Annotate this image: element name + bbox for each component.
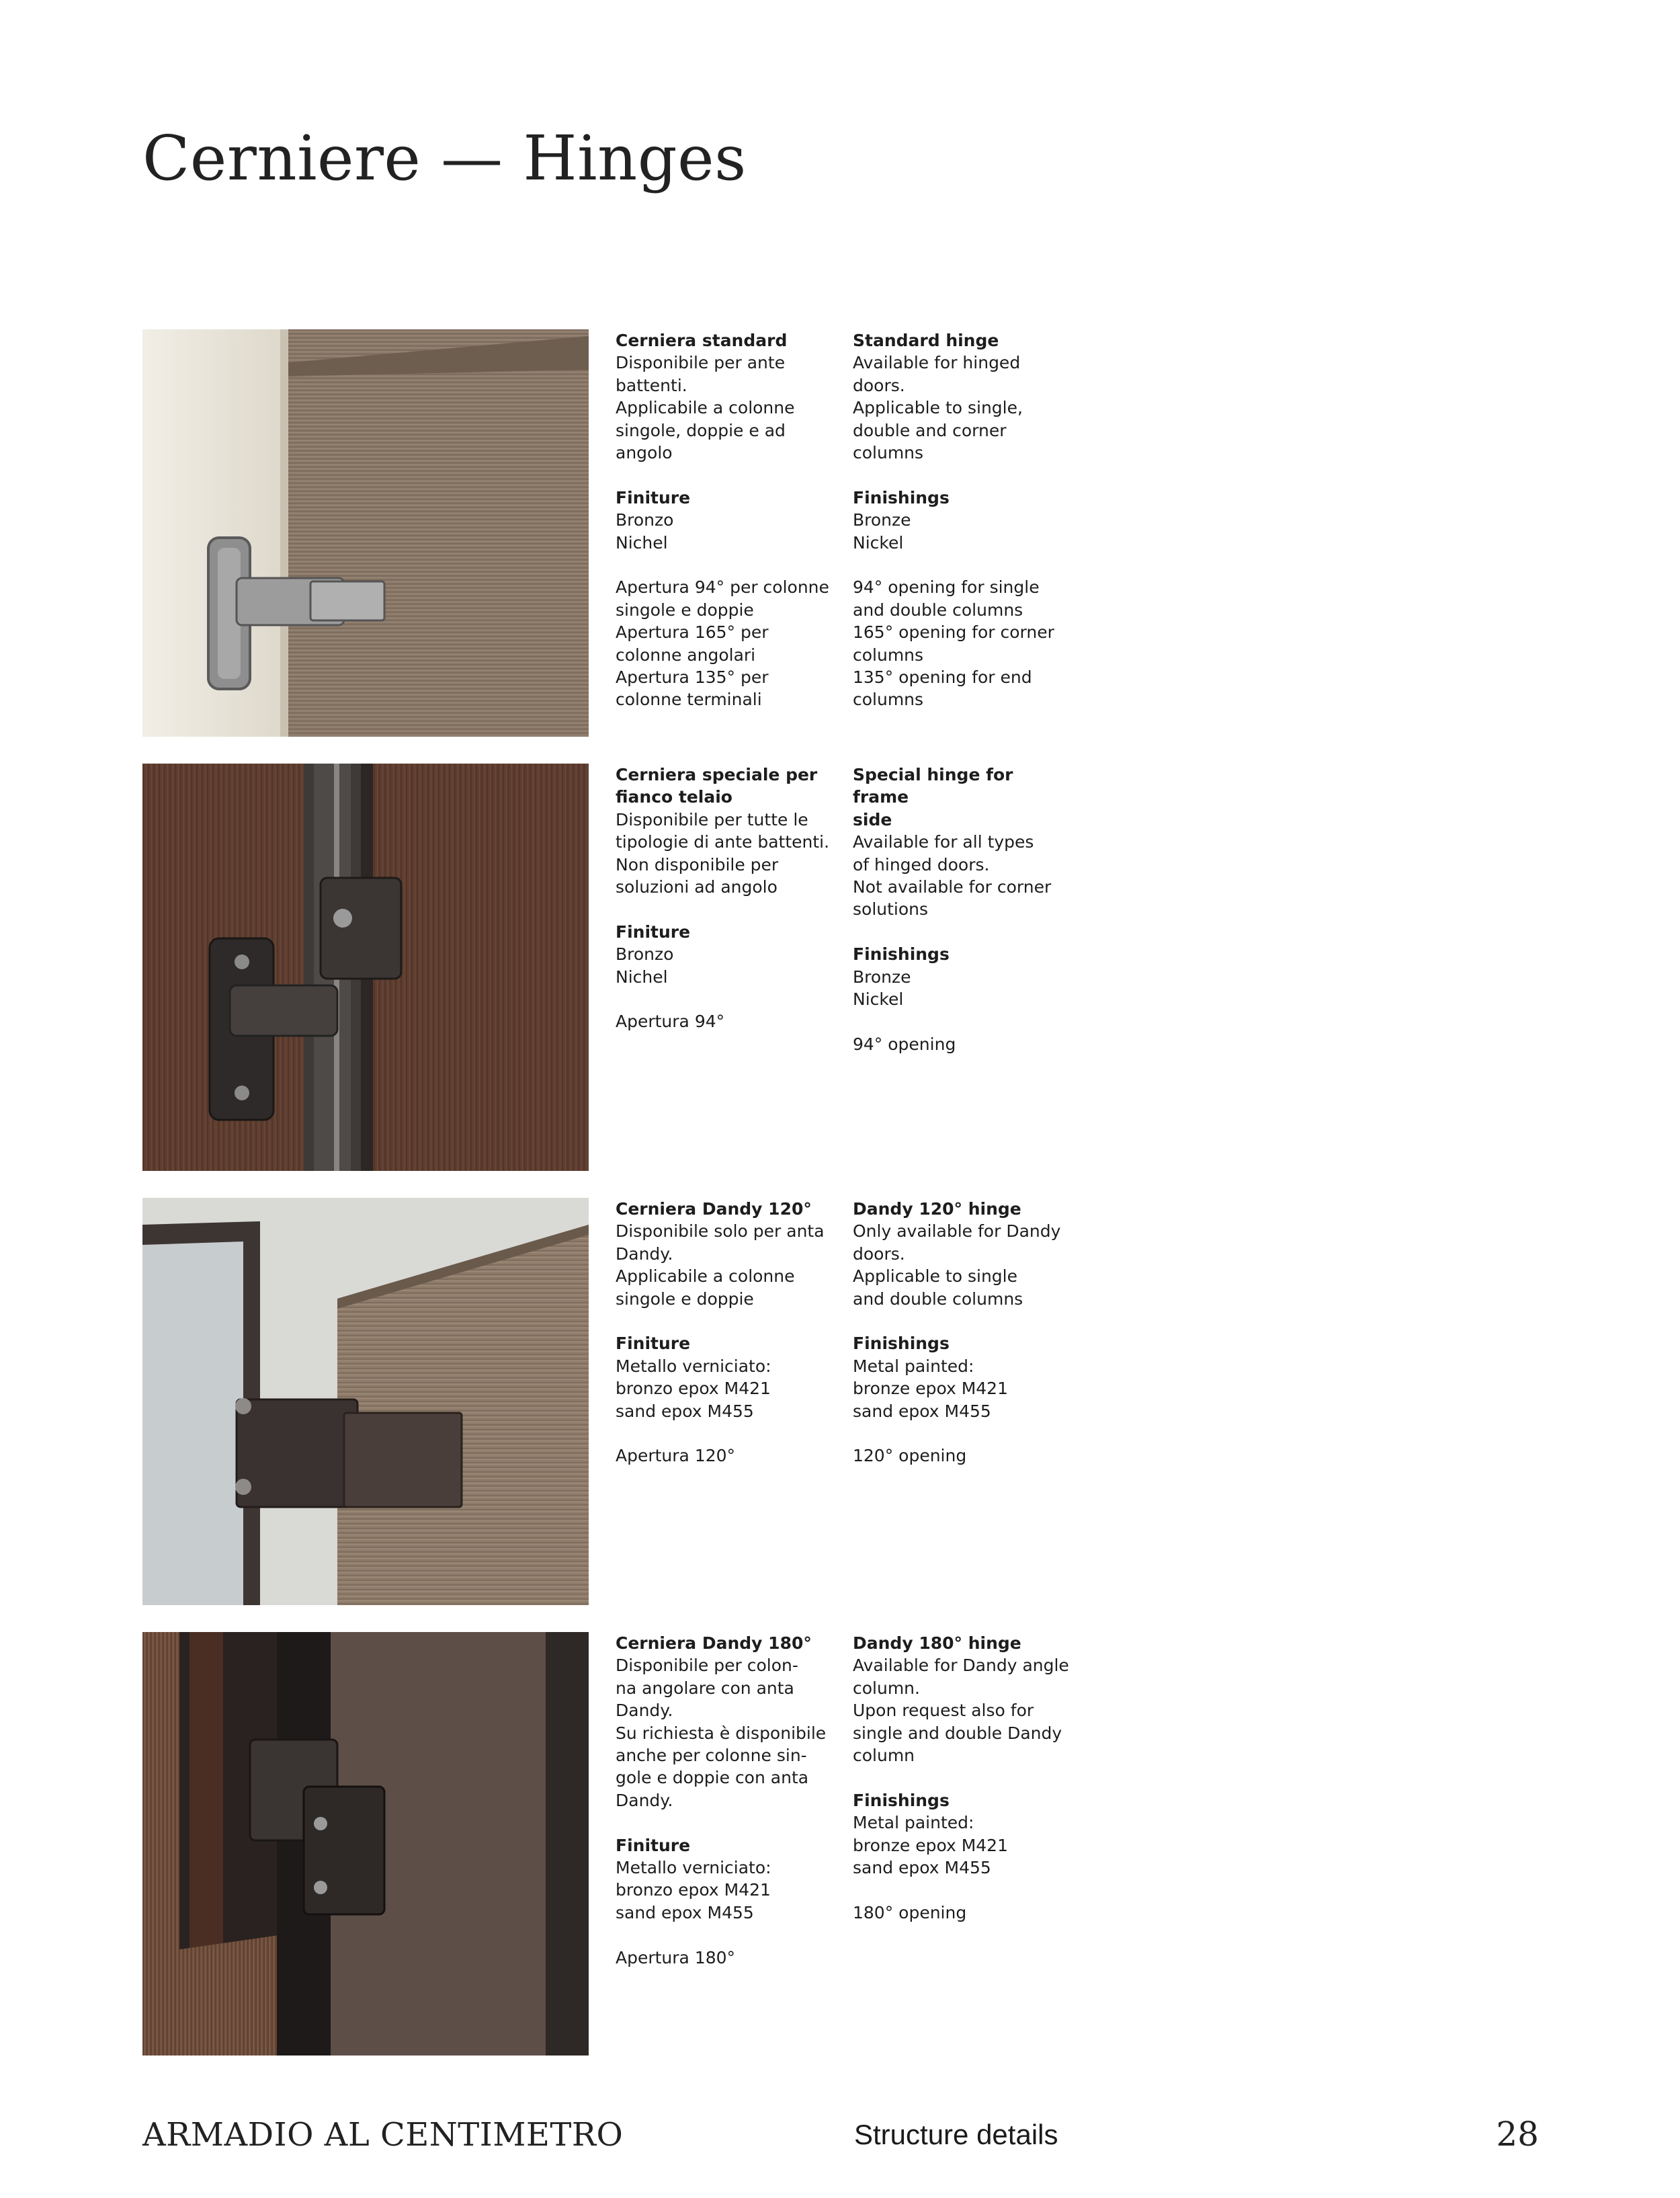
hinge-heading: side <box>853 809 892 829</box>
description-line: solutions <box>853 899 929 920</box>
hinge-heading: Cerniera Dandy 120° <box>616 1199 812 1219</box>
hinge-heading: Cerniera Dandy 180° <box>616 1633 812 1653</box>
description-line: column <box>853 1746 915 1766</box>
finish-item: Nichel <box>616 532 668 553</box>
finish-item: Bronzo <box>616 510 674 530</box>
hinge-heading: Dandy 120° hinge <box>853 1199 1021 1219</box>
description-line: Upon request also for <box>853 1701 1034 1721</box>
description-line: anche per colonne sin- <box>616 1746 807 1766</box>
description-line: Not available for corner <box>853 877 1052 897</box>
finish-item: sand epox M455 <box>853 1401 991 1421</box>
opening-line: 180° opening <box>853 1902 967 1922</box>
standard-hinge-text-en <box>853 329 1075 733</box>
finish-item: bronzo epox M421 <box>616 1379 771 1399</box>
opening-line: columns <box>853 690 924 710</box>
description-line: Non disponibile per <box>616 854 779 874</box>
description-line: doors. <box>853 375 905 395</box>
hinge-heading: Dandy 180° hinge <box>853 1633 1021 1653</box>
description-line: Available for all types <box>853 832 1034 852</box>
opening-line: 135° opening for end <box>853 667 1032 688</box>
description-line: Disponibile solo per anta <box>616 1221 825 1242</box>
opening-line: Apertura 135° per <box>616 667 769 688</box>
finish-item: Bronze <box>853 510 911 530</box>
hinge-heading: Cerniera standard <box>616 331 788 350</box>
dandy-120-hinge-photo <box>142 1198 589 1605</box>
finish-item: Metallo verniciato: <box>616 1356 771 1376</box>
finish-item: Nickel <box>853 989 904 1010</box>
dandy-120-hinge-text-en <box>853 1198 1075 1490</box>
description-line: Disponibile per tutte le <box>616 809 808 829</box>
description-line: tipologie di ante battenti. <box>616 832 830 852</box>
description-line: single and double Dandy <box>853 1723 1062 1743</box>
description-line: singole, doppie e ad <box>616 420 786 440</box>
description-line: column. <box>853 1678 920 1698</box>
description-line: Dandy. <box>616 1244 673 1264</box>
finishes-label: Finishings <box>853 1334 950 1354</box>
description-line: Su richiesta è disponibile <box>616 1723 827 1743</box>
opening-line: columns <box>853 645 924 665</box>
description-line: and double columns <box>853 1289 1023 1309</box>
opening-line: 94° opening <box>853 1034 956 1054</box>
finishes-label: Finishings <box>853 487 950 507</box>
hinge-section-dandy-120 <box>142 1198 1540 1605</box>
opening-line: singole e doppie <box>616 600 754 620</box>
hinge-heading: fianco telaio <box>616 787 732 807</box>
finishes-label: Finiture <box>616 922 691 942</box>
description-line: columns <box>853 443 924 463</box>
finishes-label: Finiture <box>616 487 691 507</box>
description-line: Available for hinged <box>853 353 1021 373</box>
finish-item: Metal painted: <box>853 1356 974 1376</box>
finish-item: Nichel <box>616 967 668 987</box>
hinge-section-standard <box>142 329 1540 737</box>
description-line: na angolare con anta <box>616 1678 794 1698</box>
finish-item: sand epox M455 <box>616 1902 754 1922</box>
standard-hinge-text-it <box>616 329 837 733</box>
opening-line: 94° opening for single <box>853 577 1040 598</box>
opening-line: Apertura 94° per colonne <box>616 577 829 598</box>
dandy-180-hinge-text-en <box>853 1632 1075 1947</box>
description-line: Applicable to single, <box>853 398 1023 418</box>
frame-side-hinge-photo <box>142 764 589 1171</box>
description-line: Applicabile a colonne <box>616 1266 795 1287</box>
description-line: battenti. <box>616 375 687 395</box>
opening-line: and double columns <box>853 600 1023 620</box>
page-number: 28 <box>1496 2115 1539 2154</box>
description-line: Applicable to single <box>853 1266 1017 1287</box>
description-line: Only available for Dandy <box>853 1221 1061 1242</box>
finish-item: sand epox M455 <box>853 1858 991 1878</box>
finish-item: Nickel <box>853 532 904 553</box>
hinge-heading: Special hinge for frame <box>853 765 1013 807</box>
finish-item: bronze epox M421 <box>853 1379 1008 1399</box>
description-line: singole e doppie <box>616 1289 754 1309</box>
description-line: Disponibile per ante <box>616 353 786 373</box>
finish-item: Metal painted: <box>853 1813 974 1833</box>
opening-line: Apertura 165° per <box>616 622 769 643</box>
finish-item: bronze epox M421 <box>853 1835 1008 1855</box>
description-line: Dandy. <box>616 1701 673 1721</box>
opening-line: Apertura 94° <box>616 1012 725 1032</box>
frame-side-hinge-text-en <box>853 764 1075 1078</box>
hinge-section-frame-side <box>142 764 1540 1171</box>
description-line: Dandy. <box>616 1790 673 1810</box>
description-line: double and corner <box>853 420 1007 440</box>
opening-line: 120° opening <box>853 1446 967 1466</box>
description-line: doors. <box>853 1244 905 1264</box>
opening-line: colonne terminali <box>616 690 762 710</box>
page-title: Cerniere — Hinges <box>142 122 747 194</box>
hinge-heading: Cerniera speciale per <box>616 765 818 784</box>
description-line: Disponibile per colon- <box>616 1656 798 1676</box>
opening-line: 165° opening for corner <box>853 622 1054 643</box>
finishes-label: Finishings <box>853 944 950 965</box>
dandy-120-hinge-text-it <box>616 1198 837 1490</box>
finish-item: Bronze <box>853 967 911 987</box>
opening-line: Apertura 180° <box>616 1947 736 1967</box>
footer-brand: ARMADIO AL CENTIMETRO <box>142 2116 624 2154</box>
opening-line: Apertura 120° <box>616 1446 736 1466</box>
finishes-label: Finiture <box>616 1334 691 1354</box>
description-line: Available for Dandy angle <box>853 1656 1069 1676</box>
frame-side-hinge-text-it <box>616 764 837 1055</box>
footer-section-title: Structure details <box>854 2119 1058 2150</box>
opening-line: colonne angolari <box>616 645 756 665</box>
dandy-180-hinge-photo <box>142 1632 589 2055</box>
description-line: Applicabile a colonne <box>616 398 795 418</box>
finish-item: Metallo verniciato: <box>616 1858 771 1878</box>
hinge-heading: Standard hinge <box>853 331 999 350</box>
description-line: angolo <box>616 443 673 463</box>
description-line: gole e doppie con anta <box>616 1768 809 1788</box>
hinge-section-dandy-180 <box>142 1632 1540 2055</box>
finish-item: Bronzo <box>616 944 674 965</box>
finish-item: bronzo epox M421 <box>616 1880 771 1900</box>
standard-hinge-photo <box>142 329 589 737</box>
finishes-label: Finishings <box>853 1790 950 1810</box>
description-line: of hinged doors. <box>853 854 990 874</box>
description-line: soluzioni ad angolo <box>616 877 778 897</box>
finishes-label: Finiture <box>616 1835 691 1855</box>
dandy-180-hinge-text-it <box>616 1632 837 1991</box>
finish-item: sand epox M455 <box>616 1401 754 1421</box>
